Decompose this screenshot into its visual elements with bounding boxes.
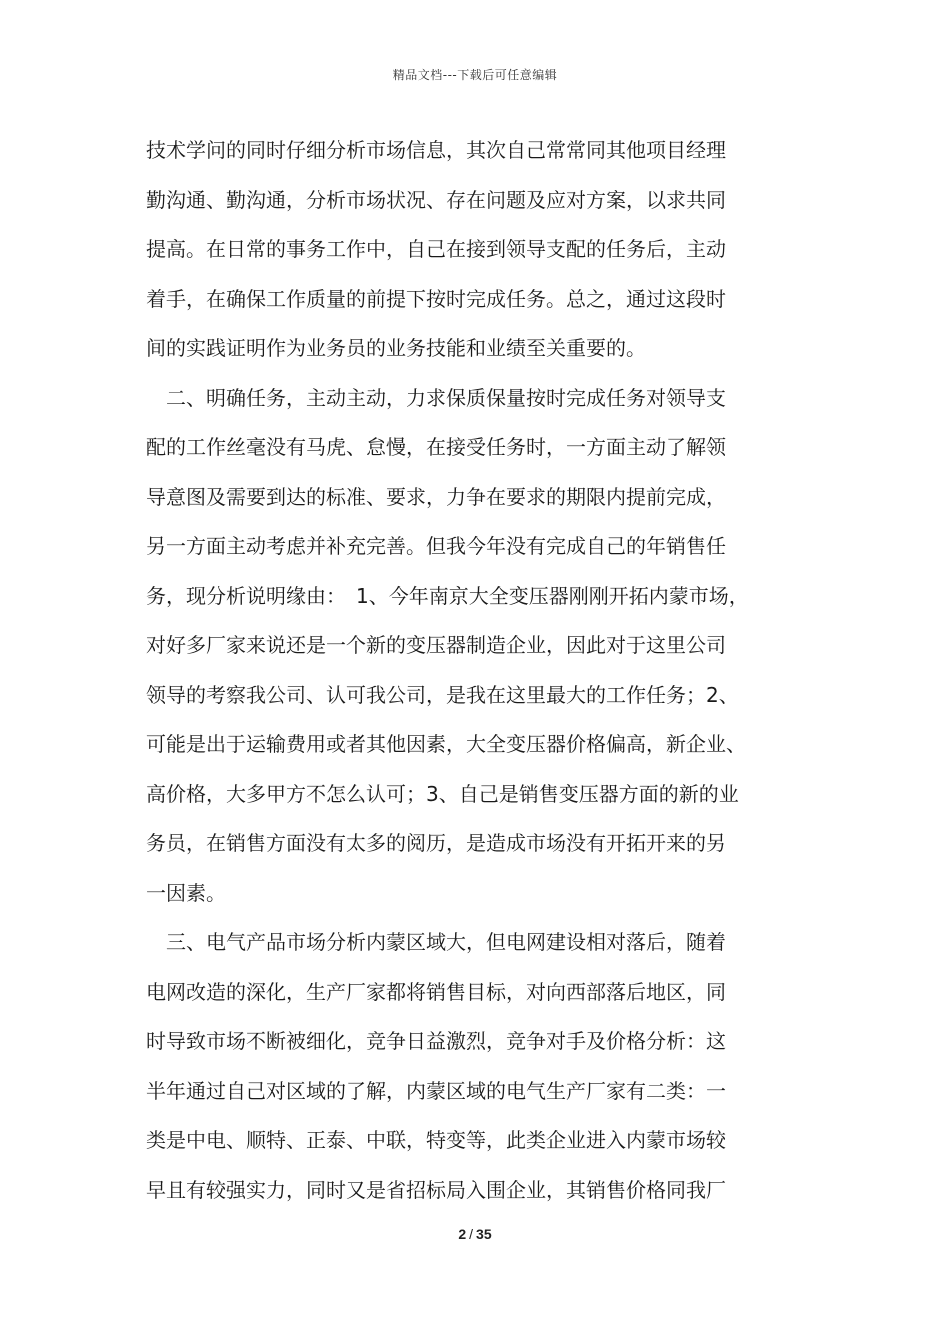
page-separator: / (469, 1226, 474, 1242)
current-page: 2 (458, 1226, 467, 1242)
text-line: 对好多厂家来说还是一个新的变压器制造企业，因此对于这里公司 (146, 633, 726, 657)
text-line: 着手，在确保工作质量的前提下按时完成任务。总之，通过这段时 (146, 286, 726, 311)
text-line: 二、明确任务，主动主动，力求保质保量按时完成任务对领导支 (146, 385, 726, 410)
total-pages: 35 (476, 1226, 492, 1242)
text-line: 时导致市场不断被细化，竞争日益激烈，竞争对手及价格分析：这 (146, 1029, 726, 1053)
text-line: 类是中电、顺特、正泰、中联，特变等，此类企业进入内蒙市场较 (146, 1128, 726, 1152)
text-line: 另一方面主动考虑并补充完善。但我今年没有完成自己的年销售任 (146, 534, 726, 558)
text-line: 导意图及需要到达的标准、要求，力争在要求的期限内提前完成， (146, 484, 726, 509)
page-number (0, 1226, 950, 1242)
text-line: 配的工作丝毫没有马虎、怠慢，在接受任务时，一方面主动了解领 (146, 435, 726, 459)
text-line: 半年通过自己对区域的了解，内蒙区域的电气生产厂家有二类：一 (146, 1078, 726, 1103)
text-line: 勤沟通、勤沟通，分析市场状况、存在问题及应对方案，以求共同 (146, 187, 726, 212)
text-line: 电网改造的深化，生产厂家都将销售目标，对向西部落后地区，同 (146, 979, 726, 1004)
text-line: 务员，在销售方面没有太多的阅历，是造成市场没有开拓开来的另 (146, 831, 726, 855)
page-header: 精品文档---下载后可任意编辑 (392, 68, 558, 82)
text-line: 间的实践证明作为业务员的业务技能和业绩至关重要的。 (146, 336, 646, 360)
text-line: 提高。在日常的事务工作中，自己在接到领导支配的任务后，主动 (146, 237, 726, 261)
text-line: 领导的考察我公司、认可我公司，是我在这里最大的工作任务；2、 (146, 682, 739, 707)
document-body (146, 126, 826, 1215)
text-line: 一因素。 (146, 880, 226, 905)
text-line: 技术学问的同时仔细分析市场信息，其次自己常常同其他项目经理 (146, 138, 726, 162)
text-line: 务，现分析说明缘由： 1、今年南京大全变压器刚刚开拓内蒙市场， (146, 583, 749, 608)
text-line: 高价格，大多甲方不怎么认可；3、自己是销售变压器方面的新的业 (146, 781, 739, 806)
text-line: 三、电气产品市场分析内蒙区域大，但电网建设相对落后，随着 (146, 930, 726, 954)
text-line: 早且有较强实力，同时又是省招标局入围企业，其销售价格同我厂 (146, 1177, 726, 1202)
text-line: 可能是出于运输费用或者其他因素，大全变压器价格偏高，新企业、 (146, 732, 746, 756)
